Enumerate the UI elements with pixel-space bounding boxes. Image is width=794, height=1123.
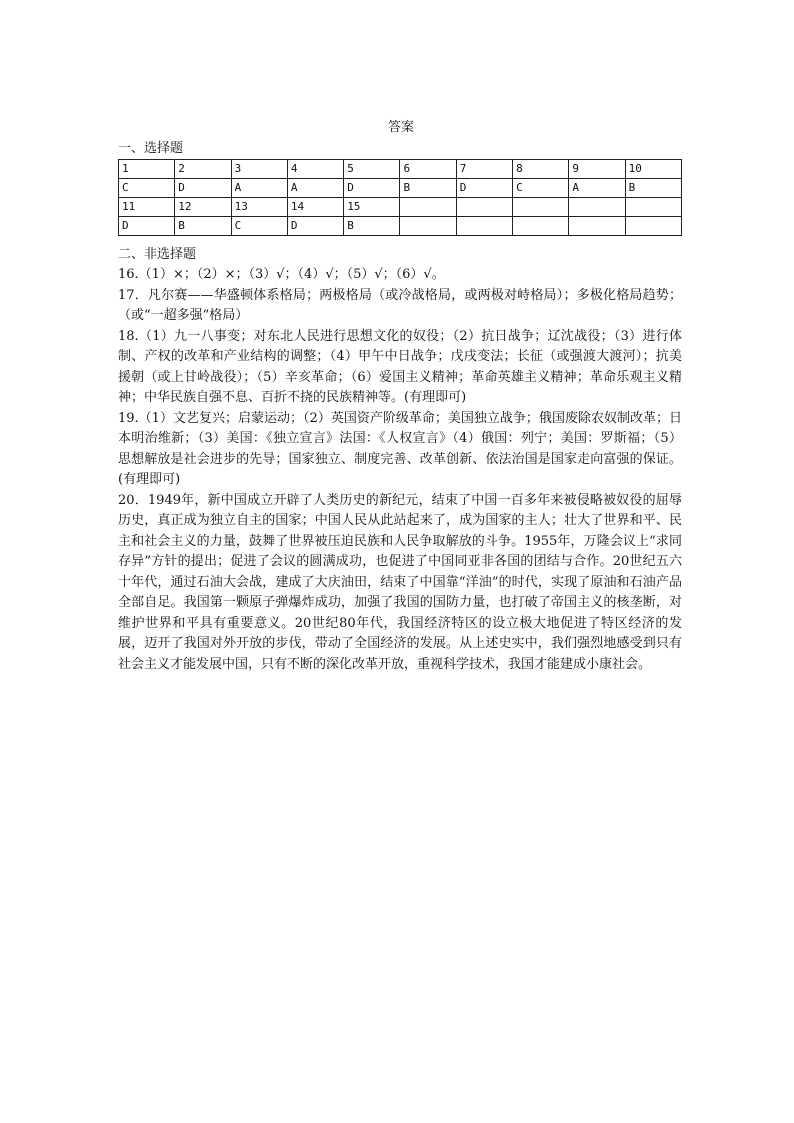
answer-table [118,159,682,236]
table-cell: D [119,217,175,236]
table-row [119,217,682,236]
section-heading-multiple-choice: 一、选择题 [118,141,184,156]
table-cell: 2 [175,160,231,179]
table-cell: 4 [287,160,343,179]
answer-body [118,265,682,675]
table-row [119,160,682,179]
table-cell [400,217,456,236]
table-cell: B [175,217,231,236]
section-heading-non-multiple-choice: 二、非选择题 [118,247,197,262]
table-cell: 12 [175,198,231,217]
table-cell: D [287,217,343,236]
table-cell [400,198,456,217]
table-cell: D [344,179,400,198]
table-cell: C [513,179,569,198]
table-row [119,198,682,217]
table-cell: B [400,179,456,198]
table-cell: C [119,179,175,198]
table-cell: 11 [119,198,175,217]
table-cell: D [175,179,231,198]
table-cell: 10 [625,160,681,179]
table-cell: 7 [456,160,512,179]
table-cell: A [231,179,287,198]
table-cell: 9 [569,160,625,179]
table-cell [625,217,681,236]
answer-18: 18.（1）九一八事变；对东北人民进行思想文化的奴役；（2）抗日战争；辽沈战役；（3）进行体制、产权的改革和产业结构的调整；（4）甲午中日战争；戊戌变法；长征（或强渡大渡河）；抗美援朝（或上甘岭战役）；（5）辛亥革命；（6）爱国主义精神；革命英雄主义精神；革命乐观主义精神；中华民族自强不息、百折不挠的民族精神等。(有理即可) [118,328,682,405]
table-cell: B [625,179,681,198]
table-cell: A [569,179,625,198]
table-cell [456,198,512,217]
answer-19: 19.（1）文艺复兴；启蒙运动；（2）英国资产阶级革命；美国独立战争；俄国废除农奴制改革；日本明治维新；（3）美国：《独立宣言》法国：《人权宣言》（4）俄国：列宁；美国：罗斯福；（5）思想解放是社会进步的先导；国家独立、制度完善、改革创新、依法治国是国家走向富强的保证。(有理即可) [118,410,682,487]
table-cell: 3 [231,160,287,179]
table-cell: B [344,217,400,236]
table-cell: 13 [231,198,287,217]
table-row [119,179,682,198]
table-cell: C [231,217,287,236]
table-cell [456,217,512,236]
table-cell [569,198,625,217]
answer-17: 17．凡尔赛——华盛顿体系格局；两极格局（或冷战格局，或两极对峙格局）；多极化格局趋势；（或“一超多强”格局） [118,287,682,323]
table-cell [513,198,569,217]
table-cell: 8 [513,160,569,179]
table-cell [513,217,569,236]
page-title: 答案 [387,120,414,135]
table-cell: 14 [287,198,343,217]
table-cell: 15 [344,198,400,217]
table-cell [569,217,625,236]
table-cell [625,198,681,217]
table-cell: 6 [400,160,456,179]
answer-16: 16.（1）×；（2）×；（3）√；（4）√；（5）√；（6）√。 [118,267,445,282]
table-cell: D [456,179,512,198]
table-cell: A [287,179,343,198]
table-cell: 5 [344,160,400,179]
table-cell: 1 [119,160,175,179]
answer-20: 20．1949年，新中国成立开辟了人类历史的新纪元，结束了中国一百多年来被侵略被奴役的屈辱历史，真正成为独立自主的国家；中国人民从此站起来了，成为国家的主人；壮大了世界和平、民主和社会主义的力量，鼓舞了世界被压迫民族和人民争取解放的斗争。1955年，万隆会议上“求同存异”方针的提出；促进了会议的圆满成功，也促进了中国同亚非各国的团结与合作。20世纪五六十年代，通过石油大会战，建成了大庆油田，结束了中国靠“洋油”的时代，实现了原油和石油产品全部自足。我国第一颗原子弹爆炸成功，加强了我国的国防力量，也打破了帝国主义的核垄断，对维护世界和平具有重要意义。20世纪80年代，我国经济特区的设立极大地促进了特区经济的发展，迈开了我国对外开放的步伐，带动了全国经济的发展。从上述史实中，我们强烈地感受到只有社会主义才能发展中国，只有不断的深化改革开放，重视科学技术，我国才能建成小康社会。 [118,492,682,672]
